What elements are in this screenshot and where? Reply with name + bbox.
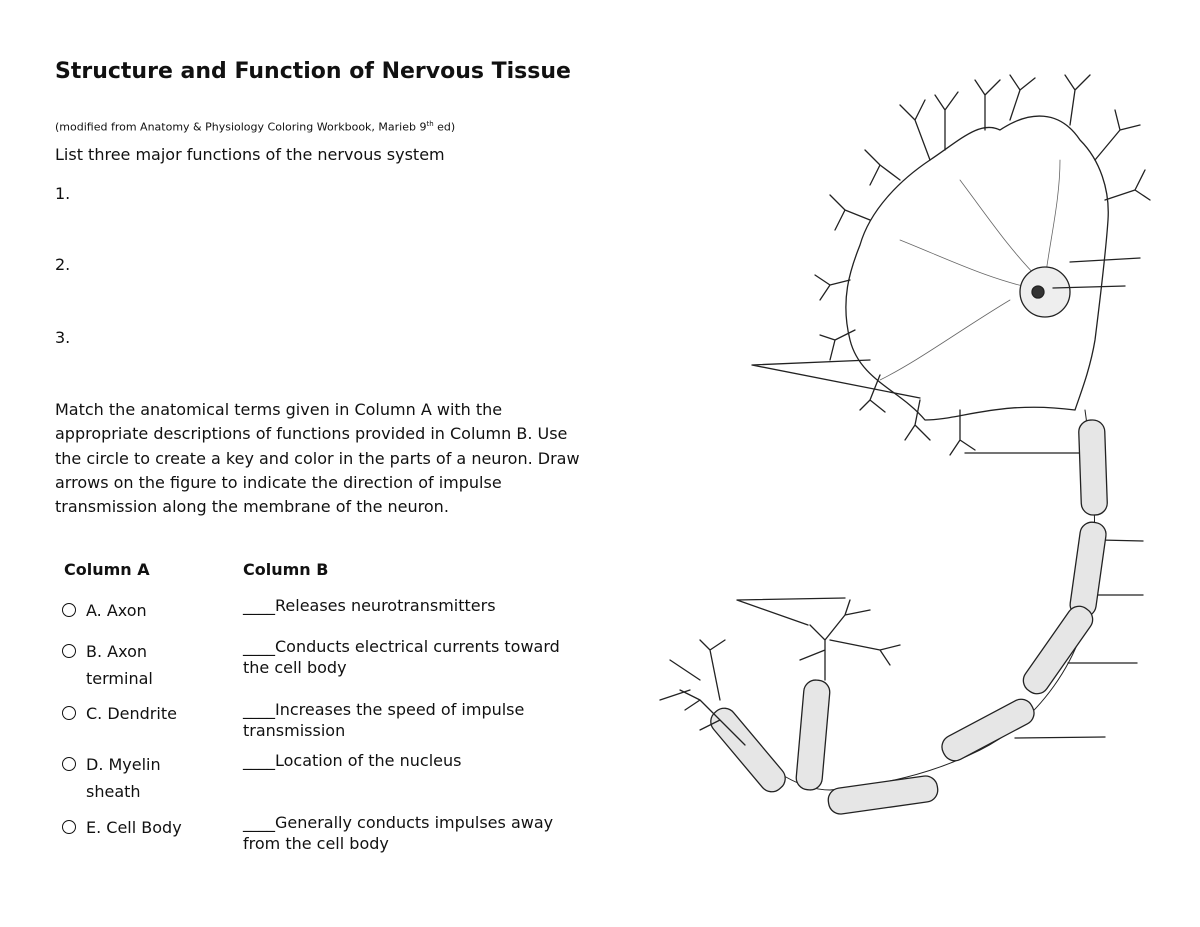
source-citation: (modified from Anatomy & Physiology Coloring Workbook, Marieb 9th ed): [55, 120, 456, 134]
dendrite: [975, 75, 1035, 130]
column-b-header: Column B: [243, 560, 329, 579]
label-line: [1015, 737, 1105, 738]
term-label: A. Axon: [86, 601, 147, 620]
term-label: B. Axon terminal: [86, 642, 153, 688]
dendrite: [860, 375, 975, 455]
label-line: [1100, 540, 1143, 541]
color-key-circle[interactable]: [62, 644, 76, 658]
myelin-sheath: [706, 420, 1108, 816]
color-key-circle[interactable]: [62, 603, 76, 617]
description-item: ____Conducts electrical currents toward the cell body: [243, 637, 560, 677]
description-item: ____Releases neurotransmitters: [243, 596, 496, 615]
term-row: [62, 700, 206, 727]
dendrite: [900, 92, 958, 160]
function-answer-2: 2.: [55, 255, 71, 274]
page-title: Structure and Function of Nervous Tissue: [55, 59, 571, 84]
dendrite: [815, 275, 855, 360]
description-item: ____Location of the nucleus: [243, 751, 462, 770]
term-label: C. Dendrite: [86, 704, 177, 723]
matching-instructions: Match the anatomical terms given in Column A with the appropriate descriptions of functions provided in Column B. Use the circle to create a key and color in the parts of a neuron. Draw arrows on the figure to indicate the direction of impulse transmission along the membrane of the neuron.: [55, 400, 580, 517]
dendrite: [830, 150, 900, 230]
term-row: [62, 638, 176, 692]
term-row: [62, 597, 206, 624]
description-item: ____Increases the speed of impulse transmission: [243, 700, 525, 740]
term-row: [62, 751, 176, 805]
label-line: [737, 598, 845, 625]
color-key-circle[interactable]: [62, 757, 76, 771]
color-key-circle[interactable]: [62, 706, 76, 720]
column-a-header: Column A: [64, 560, 150, 579]
functions-prompt: List three major functions of the nervous system: [55, 145, 445, 164]
cell-body-outline: [846, 116, 1108, 420]
term-row: [62, 814, 206, 841]
nucleus: [1020, 267, 1070, 317]
description-item: ____Generally conducts impulses away from the cell body: [243, 813, 554, 853]
axon-terminal: [800, 600, 900, 680]
function-answer-1: 1.: [55, 184, 71, 203]
color-key-circle[interactable]: [62, 820, 76, 834]
axon: [745, 410, 1095, 790]
term-label: E. Cell Body: [86, 818, 182, 837]
neuron-diagram-icon: [620, 50, 1160, 820]
function-answer-3: 3.: [55, 328, 71, 347]
label-line: [752, 360, 920, 398]
term-label: D. Myelin sheath: [86, 755, 161, 801]
